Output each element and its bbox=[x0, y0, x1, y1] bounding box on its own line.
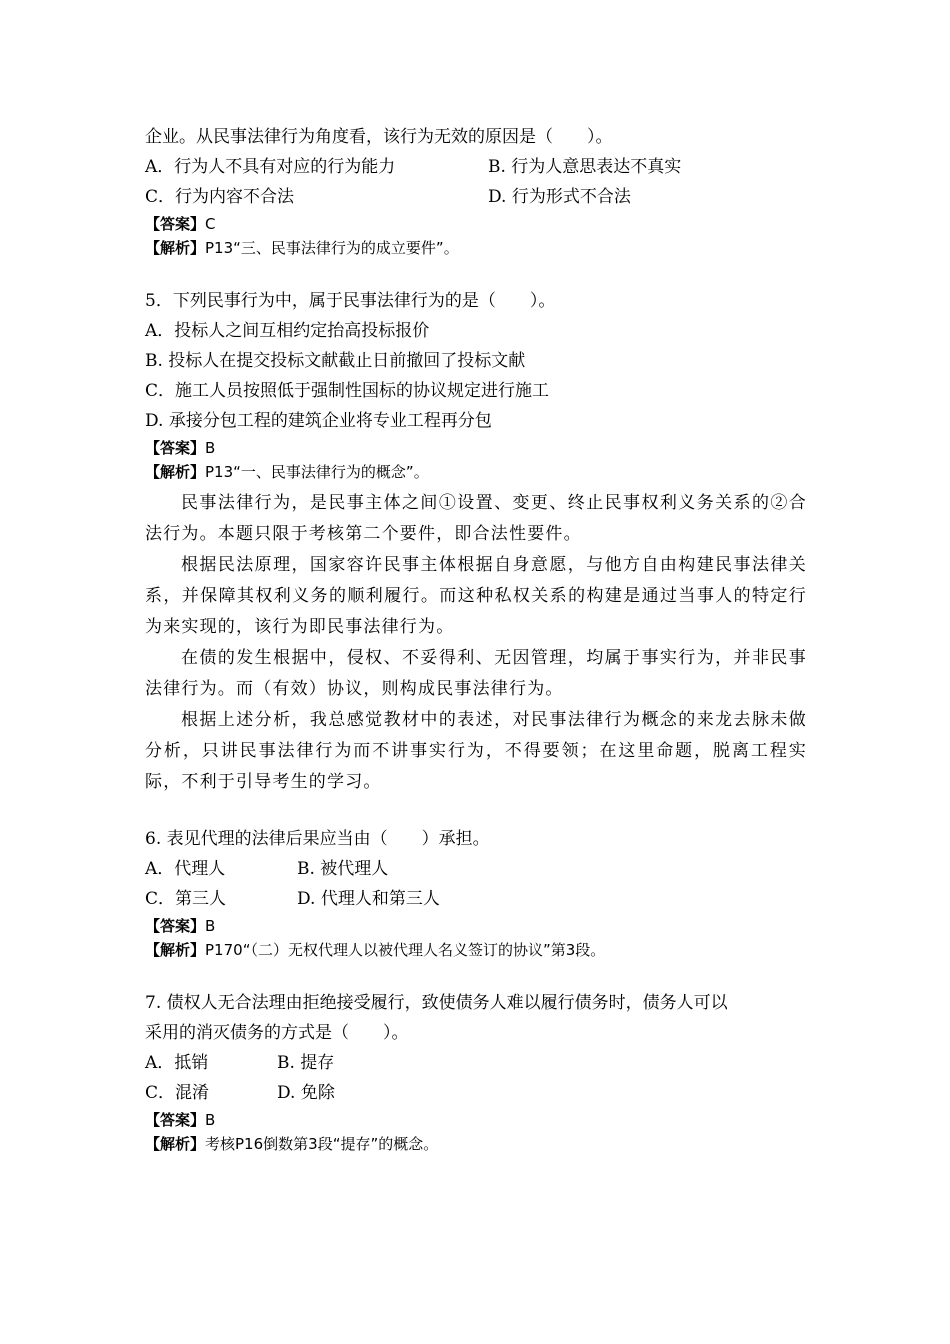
option-a: A．抵销 bbox=[145, 1053, 209, 1073]
analysis-text: P13“一、民事法律行为的概念”。 bbox=[205, 463, 429, 481]
answer-label: 【答案】 bbox=[145, 917, 206, 935]
answer-value: B bbox=[205, 917, 216, 935]
analysis-text: P170“（二）无权代理人以被代理人名义签订的协议”第3段。 bbox=[205, 941, 606, 959]
option-c: C．行为内容不合法 bbox=[145, 187, 295, 207]
option-row bbox=[145, 854, 807, 884]
option-row bbox=[145, 1078, 807, 1108]
option-a: A．行为人不具有对应的行为能力 bbox=[145, 157, 396, 177]
answer-line bbox=[145, 212, 807, 236]
question-5-stem: 5．下列民事行为中，属于民事法律行为的是（ ）。 bbox=[145, 291, 556, 311]
option-d: D. 免除 bbox=[277, 1083, 335, 1103]
question-5 bbox=[145, 286, 807, 798]
answer-line bbox=[145, 436, 807, 460]
document-content bbox=[145, 122, 807, 1156]
answer-line bbox=[145, 1108, 807, 1132]
option-b: B. 行为人意思表达不真实 bbox=[488, 157, 682, 177]
analysis-label: 【解析】 bbox=[145, 463, 206, 481]
analysis-line bbox=[145, 236, 807, 260]
analysis-paragraph: 根据民法原理，国家容许民事主体根据自身意愿，与他方自由构建民事法律关系，并保障其权利义务的顺利履行。而这种私权关系的构建是通过当事人的特定行为来实现的，该行为即民事法律行为。 bbox=[145, 555, 807, 637]
analysis-label: 【解析】 bbox=[145, 239, 206, 257]
question-4 bbox=[145, 122, 807, 260]
question-7-stem-continued: 采用的消灭债务的方式是（ ）。 bbox=[145, 1023, 409, 1043]
question-4-stem: 企业。从民事法律行为角度看，该行为无效的原因是（ ）。 bbox=[145, 127, 613, 147]
analysis-paragraph: 民事法律行为，是民事主体之间①设置、变更、终止民事权利义务关系的②合法行为。本题只限于考核第二个要件，即合法性要件。 bbox=[145, 493, 807, 544]
option-b: B. 提存 bbox=[277, 1053, 335, 1073]
answer-value: B bbox=[205, 439, 216, 457]
answer-label: 【答案】 bbox=[145, 439, 206, 457]
analysis-text: P13“三、民事法律行为的成立要件”。 bbox=[205, 239, 459, 257]
analysis-label: 【解析】 bbox=[145, 941, 206, 959]
answer-value: B bbox=[205, 1111, 216, 1129]
analysis-paragraph: 根据上述分析，我总感觉教材中的表述，对民事法律行为概念的来龙去脉未做分析，只讲民事法律行为而不讲事实行为，不得要领；在这里命题，脱离工程实际，不利于引导考生的学习。 bbox=[145, 710, 807, 792]
analysis-label: 【解析】 bbox=[145, 1135, 206, 1153]
option-c: C．混淆 bbox=[145, 1083, 210, 1103]
question-7-stem: 7. 债权人无合法理由拒绝接受履行，致使债务人难以履行债务时，债务人可以 bbox=[145, 993, 728, 1013]
option-row bbox=[145, 1048, 807, 1078]
analysis-line bbox=[145, 938, 807, 962]
analysis-line bbox=[145, 460, 807, 484]
option-b: B. 被代理人 bbox=[297, 859, 389, 879]
option-row bbox=[145, 884, 807, 914]
option-b: B. 投标人在提交投标文献截止日前撤回了投标文献 bbox=[145, 351, 526, 371]
answer-label: 【答案】 bbox=[145, 215, 206, 233]
option-a: A．代理人 bbox=[145, 859, 226, 879]
option-d: D. 代理人和第三人 bbox=[297, 889, 440, 909]
answer-value: C bbox=[205, 215, 216, 233]
question-7 bbox=[145, 988, 807, 1156]
question-6-stem: 6. 表见代理的法律后果应当由（ ）承担。 bbox=[145, 829, 490, 849]
analysis-line bbox=[145, 1132, 807, 1156]
option-a: A．投标人之间互相约定抬高投标报价 bbox=[145, 321, 430, 341]
analysis-paragraph: 在债的发生根据中，侵权、不妥得利、无因管理，均属于事实行为，并非民事法律行为。而（有效）协议，则构成民事法律行为。 bbox=[145, 648, 807, 699]
option-d: D. 承接分包工程的建筑企业将专业工程再分包 bbox=[145, 411, 492, 431]
option-c: C．第三人 bbox=[145, 889, 227, 909]
option-row bbox=[145, 182, 807, 212]
option-row bbox=[145, 152, 807, 182]
option-d: D. 行为形式不合法 bbox=[488, 187, 631, 207]
question-6 bbox=[145, 824, 807, 962]
answer-line bbox=[145, 914, 807, 938]
option-c: C．施工人员按照低于强制性国标的协议规定进行施工 bbox=[145, 381, 550, 401]
answer-label: 【答案】 bbox=[145, 1111, 206, 1129]
analysis-text: 考核P16倒数第3段“提存”的概念。 bbox=[205, 1135, 439, 1153]
